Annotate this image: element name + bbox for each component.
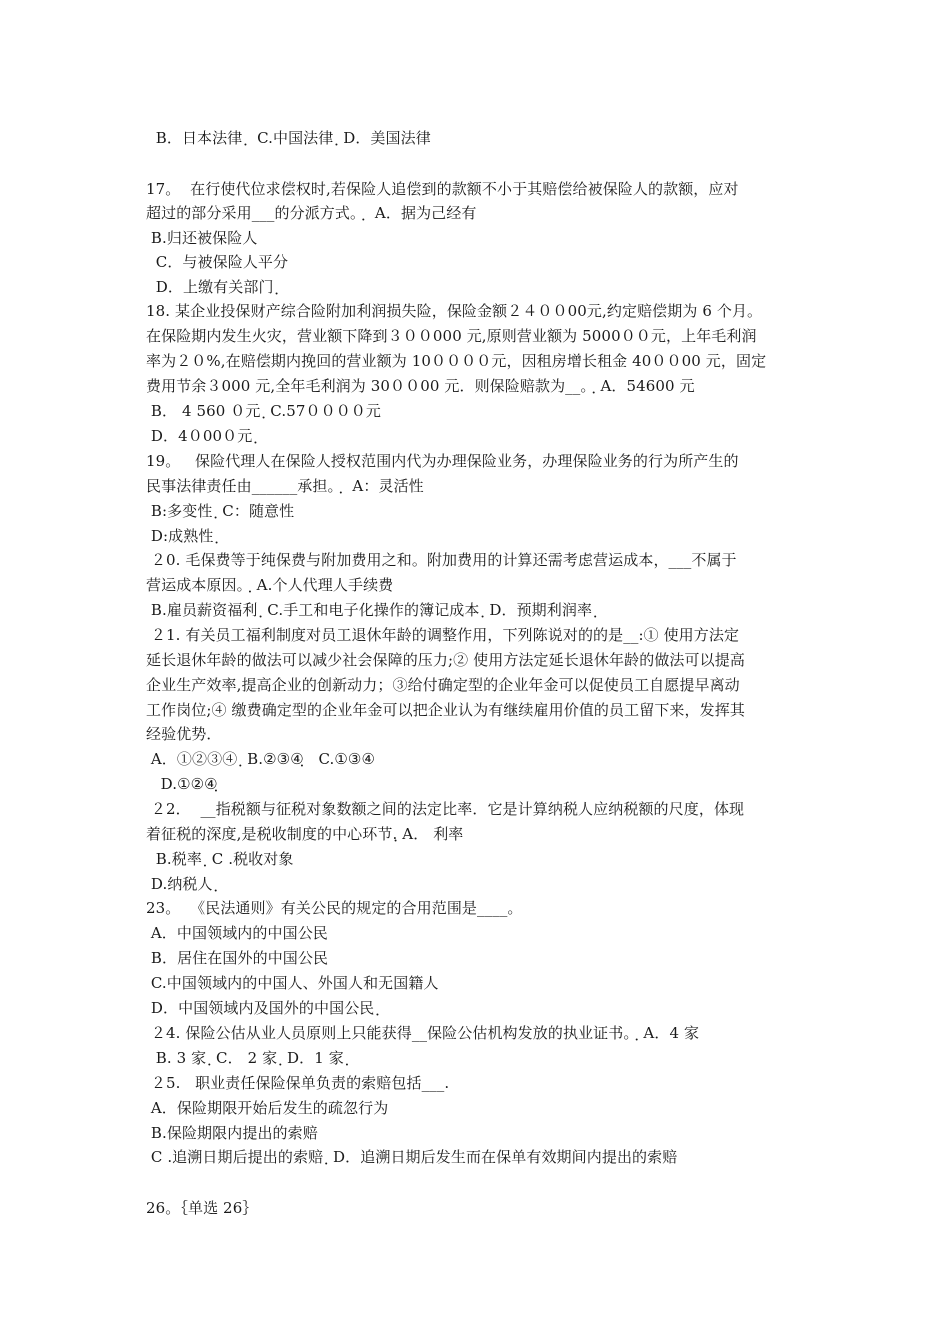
text-line: B.税率 ฺ C .税收对象	[146, 850, 294, 868]
text-line: 18. 某企业投保财产综合险附加利润损失险，保险金额２４００00元,约定赔偿期为 6 个月。	[146, 302, 763, 320]
text-line: ２4. 保险公估从业人员原则上只能获得__保险公估机构发放的执业证书。ฺ A．4 家	[146, 1024, 700, 1042]
text-line: A．①②③④ ฺ B.②③④ฺ C.①③④	[146, 750, 376, 768]
text-line: D:成熟性 ฺ	[146, 527, 219, 545]
text-line: B.归还被保险人	[146, 229, 258, 247]
text-line: A．保险期限开始后发生的疏忽行为	[146, 1099, 389, 1117]
text-line: B． 4 560 ０元 ฺ C.57００００元	[146, 402, 382, 420]
text-line: C．与被保险人平分	[146, 253, 289, 271]
text-line: ２0. 毛保费等于纯保费与附加费用之和。附加费用的计算还需考虑营运成本，___不属于	[146, 551, 737, 569]
text-line: 17。 在行使代位求偿权时,若保险人追偿到的款额不小于其赔偿给被保险人的款额，应对	[146, 180, 739, 198]
text-line: D．上缴有关部门 ฺ	[146, 278, 279, 296]
text-line: ２2． __指税额与征税对象数额之间的法定比率．它是计算纳税人应纳税额的尺度，体现	[146, 800, 745, 818]
text-line: ２1. 有关员工福利制度对员工退休年龄的调整作用，下列陈说对的的是__:① 使用方法定	[146, 626, 740, 644]
text-line: 26。｛单选 26｝	[146, 1199, 258, 1217]
text-line: 在保险期内发生火灾，营业额下降到３００000 元,原则营业额为 5000００元，上年毛利润	[146, 327, 757, 345]
text-line: 23。 《民法通则》有关公民的规定的合用范围是____。	[146, 899, 523, 917]
text-line: B:多变性 ฺ C：随意性	[146, 502, 295, 520]
text-line: A．中国领域内的中国公民	[146, 924, 328, 942]
text-line: B．日本法律 ฺ C.中国法律 ฺ D．美国法律	[146, 129, 431, 147]
text-line: D．中国领域内及国外的中国公民 ฺ	[146, 999, 380, 1017]
text-line: 企业生产效率,提高企业的创新动力；③给付确定型的企业年金可以促使员工自愿提早离动	[146, 676, 740, 694]
text-line: 19。 保险代理人在保险人授权范围内代为办理保险业务，办理保险业务的行为所产生的	[146, 452, 739, 470]
text-line: 延长退休年龄的做法可以减少社会保障的压力;② 使用方法定延长退休年龄的做法可以提高	[146, 651, 745, 669]
text-line: C.中国领域内的中国人、外国人和无国籍人	[146, 974, 439, 992]
text-line: B.雇员薪资福利 ฺ C.手工和电子化操作的簿记成本 ฺ D．预期利润率 ฺ	[146, 601, 598, 619]
text-line: B. 3 家 ฺ C． 2 家 ฺ D．1 家 ฺ	[146, 1049, 349, 1067]
text-line: 工作岗位;④ 缴费确定型的企业年金可以把企业认为有继续雇用价值的员工留下来，发挥其	[146, 701, 745, 719]
text-line: 超过的部分采用___的分派方式。ฺ A．据为己经有	[146, 204, 477, 222]
text-line: D.①②④ฺ	[146, 775, 218, 793]
text-line: 着征税的深度,是税收制度的中心环节.ฺ A． 利率	[146, 825, 464, 843]
text-line: 营运成本原因。ฺ A.个人代理人手续费	[146, 576, 394, 594]
text-line: B.保险期限内提出的索赔	[146, 1124, 318, 1142]
text-line: 民事法律责任由______承担。ฺ A：灵活性	[146, 477, 424, 495]
text-line: 率为２０%,在赔偿期内挽回的营业额为 10００００元，因租房增长租金 40００00 元，固定	[146, 352, 767, 370]
text-line: D.纳税人 ฺ	[146, 875, 218, 893]
text-line: ２5. 职业责任保险保单负责的索赔包括___.	[146, 1074, 450, 1092]
text-line: B．居住在国外的中国公民	[146, 949, 329, 967]
text-line: 经验优势．	[146, 725, 222, 743]
text-line: D．4０00０元 ฺ	[146, 427, 258, 445]
text-line: 费用节余３000 元,全年毛利润为 30００00 元．则保险赔款为__。ฺ A．54600 元	[146, 377, 695, 395]
text-line: C .追溯日期后提出的索赔 ฺ D．追溯日期后发生而在保单有效期间内提出的索赔	[146, 1148, 678, 1166]
